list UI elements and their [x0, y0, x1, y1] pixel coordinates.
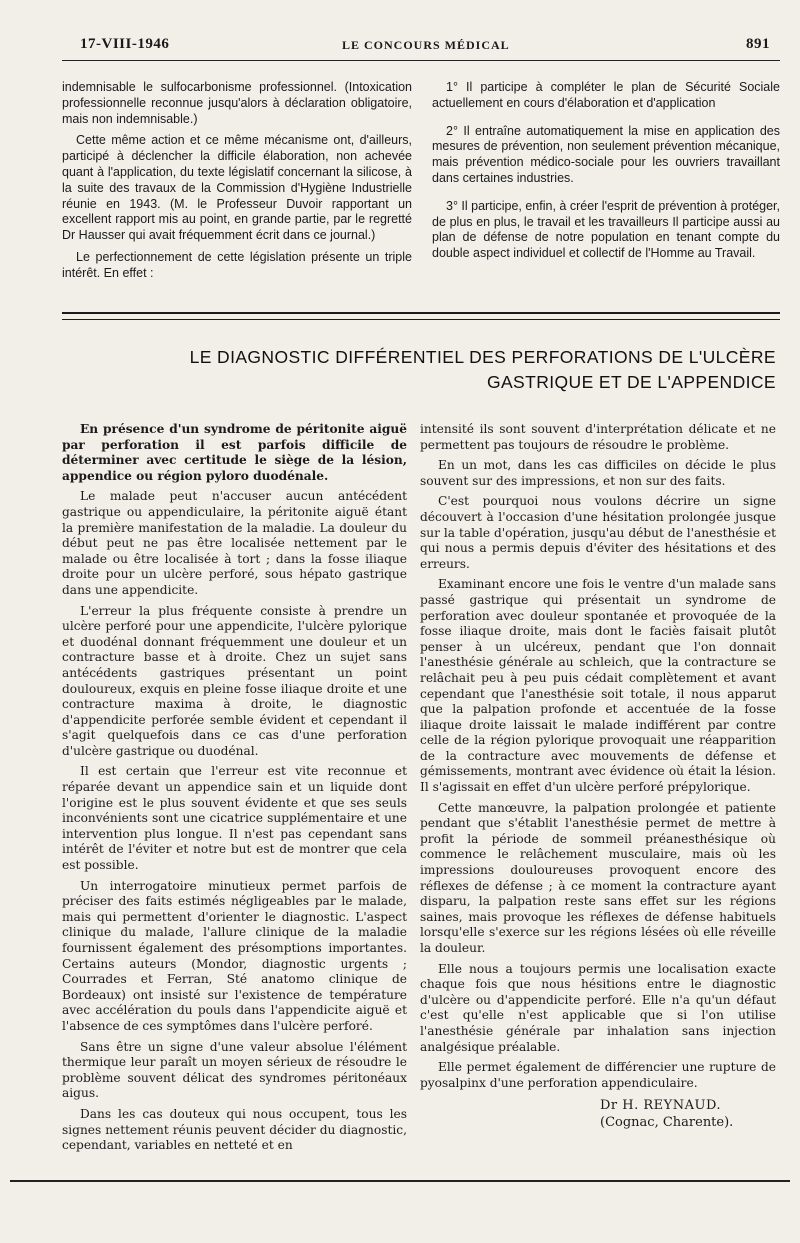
issue-date: 17-VIII-1946	[80, 36, 170, 52]
author-location: (Cognac, Charente).	[600, 1115, 734, 1131]
paragraph: Le malade peut n'accuser aucun antécédent gastrique ou appendiculaire, la péritonite aiguë étant la première manifestation de la maladie. La douleur du début peut ne pas être localisée nettement par le malade ou être localisée à tort ; dans la fosse iliaque droite pour un ulcère perforé, sous hépato gastrique dans une appendicite.	[62, 489, 407, 597]
paragraph: Il est certain que l'erreur est vite reconnue et réparée devant un appendice sain et un liquide dont l'origine est le plus souvent évidente et que ses seuls inconvénients sont une cicatrice supplémentaire et une intervention plus longue. Il n'est pas cependant sans intérêt de l'éviter et notre but est de montrer que cela est possible.	[62, 764, 407, 873]
paragraph: Cette manœuvre, la palpation prolongée et patiente pendant que s'établit l'anesthésie permet de mettre à profit la période de sommeil préanesthésique où commence le relâchement musculaire, mais où les impressions douloureuses provoquent encore des réflexes de défense ; à ce moment la contracture ayant disparu, la palpation reste sans effet sur les régions saines, mais provoque les réflexes de défense habituels lorsqu'elle s'exerce sur les régions lésées où elle réveille la douleur.	[420, 800, 776, 955]
paragraph: Elle permet également de différencier une rupture de pyosalpinx d'une perforation appendiculaire.	[420, 1060, 776, 1090]
article-title-line-1: LE DIAGNOSTIC DIFFÉRENTIEL DES PERFORATIONS DE L'ULCÈRE	[189, 347, 776, 367]
paragraph: Le perfectionnement de cette législation présente un triple intérêt. En effet :	[62, 249, 412, 280]
paragraph: 3° Il participe, enfin, à créer l'esprit de prévention à protéger, de plus en plus, le travail et les travailleurs Il participe aussi au plan de défense de notre population en tenant compte du double aspect individuel et collectif de l'Homme au Travail.	[432, 198, 780, 261]
running-head	[80, 36, 770, 58]
paragraph: intensité ils sont souvent d'interprétation délicate et ne permettent pas toujours de résoudre le problème.	[420, 422, 776, 452]
paragraph: indemnisable le sulfocarbonisme professionnel. (Intoxication professionnelle reconnue jusqu'alors à déclaration obligatoire, mais non indemnisable.)	[62, 80, 412, 126]
article-right-column	[420, 422, 776, 1131]
paragraph: C'est pourquoi nous voulons décrire un signe découvert à l'occasion d'une hésitation prolongée jusque sur la table d'opération, jusqu'au début de l'anesthésie et qui nous a permis depuis d'éviter des hésitations et des erreurs.	[420, 494, 776, 571]
top-right-column	[432, 80, 780, 274]
top-left-column	[62, 80, 412, 288]
paragraph: Dans les cas douteux qui nous occupent, tous les signes nettement réunis peuvent décider du diagnostic, cependant, variables en netteté et en	[62, 1106, 407, 1153]
author-signature	[420, 1097, 776, 1131]
header-rule	[62, 60, 780, 61]
article-title-line-2: GASTRIQUE ET DE L'APPENDICE	[486, 372, 776, 392]
author-name: Dr H. REYNAUD.	[600, 1098, 722, 1114]
article-title	[156, 345, 776, 395]
journal-title: LE CONCOURS MÉDICAL	[342, 38, 510, 52]
page-number: 891	[746, 36, 770, 52]
footer-rule	[10, 1180, 790, 1182]
paragraph: Elle nous a toujours permis une localisation exacte chaque fois que nous hésitions entre le diagnostic d'ulcère ou d'appendicite perforé. Elle n'a qu'un défaut c'est qu'elle n'est applicable que si l'on utilise l'anesthésie générale par inhalation sans injection analgésique préalable.	[420, 961, 776, 1054]
paragraph: En un mot, dans les cas difficiles on décide le plus souvent sur des impressions, et non sur des faits.	[420, 458, 776, 488]
paragraph: Cette même action et ce même mécanisme ont, d'ailleurs, participé à déclencher la difficile élaboration, non achevée quant à l'application, du texte législatif concernant la silicose, à la suite des travaux de la Commission d'Hygiène Industrielle réunie en 1943. (M. le Professeur Duvoir rapportant un excellent rapport mis au point, en grande partie, par le regretté Dr Hausser qui avait fréquemment écrit dans ce journal.)	[62, 133, 412, 243]
section-divider	[62, 312, 780, 320]
paragraph: 2° Il entraîne automatiquement la mise en application des mesures de prévention, non seulement prévention mécanique, mais prévention médico-sociale pour les ouvriers travaillant dans certaines industries.	[432, 123, 780, 185]
paragraph: L'erreur la plus fréquente consiste à prendre un ulcère perforé pour une appendicite, l'ulcère pylorique et duodénal donnant fréquemment une douleur et un contracture basse et à droite. Chez un sujet sans antécédents gastriques présentant un point douloureux, exquis en pleine fosse iliaque droite et une contracture maxima à droite, le diagnostic d'appendicite perforée semble évident et cependant il s'agit quelquefois dans ce cas d'une perforation d'ulcère gastrique ou duodénal.	[62, 603, 407, 758]
paragraph: Examinant encore une fois le ventre d'un malade sans passé gastrique qui présentait un syndrome de perforation avec douleur spontanée et provoquée de la fosse iliaque droite, mais dont le faciès faisait plutôt penser à un ulcéreux, pendant que l'on donnait l'anesthésie générale au schleich, que la contracture se relâchait peu à peu puis cédait complètement et avant cependant que l'anesthésie soit totale, il nous apparut que la palpation profonde et accentuée de la fosse iliaque droite laissait le malade indifférent par contre celle de la région pylorique provoquait une réapparition de la contracture avec mouvements de défense et gémissements, montrant avec évidence où était la lésion. Il s'agissait en effet d'un ulcère perforé prépylorique.	[420, 577, 776, 795]
lead-paragraph: En présence d'un syndrome de péritonite aiguë par perforation il est parfois difficile de déterminer avec certitude le siège de la lésion, appendice ou région pyloro duodénale.	[62, 422, 407, 483]
article-left-column	[62, 422, 407, 1159]
paragraph: Un interrogatoire minutieux permet parfois de préciser des faits estimés négligeables par le malade, mais qui permettent d'orienter le diagnostic. L'aspect clinique du malade, l'allure clinique de la maladie fournissent également des présomptions importantes. Certains auteurs (Mondor, diagnostic urgents ; Courrades et Ferran, Sté anatomo clinique de Bordeaux) ont insisté sur l'existence de température avec accélération du pouls dans l'appendicite aiguë et l'absence de ces symptômes dans l'ulcère perforé.	[62, 878, 407, 1033]
paragraph: 1° Il participe à compléter le plan de Sécurité Sociale actuellement en cours d'élaboration et d'application	[432, 80, 780, 110]
paragraph: Sans être un signe d'une valeur absolue l'élément thermique leur paraît un moyen sérieux de résoudre le problème souvent délicat des syndromes péritonéaux aigus.	[62, 1039, 407, 1101]
